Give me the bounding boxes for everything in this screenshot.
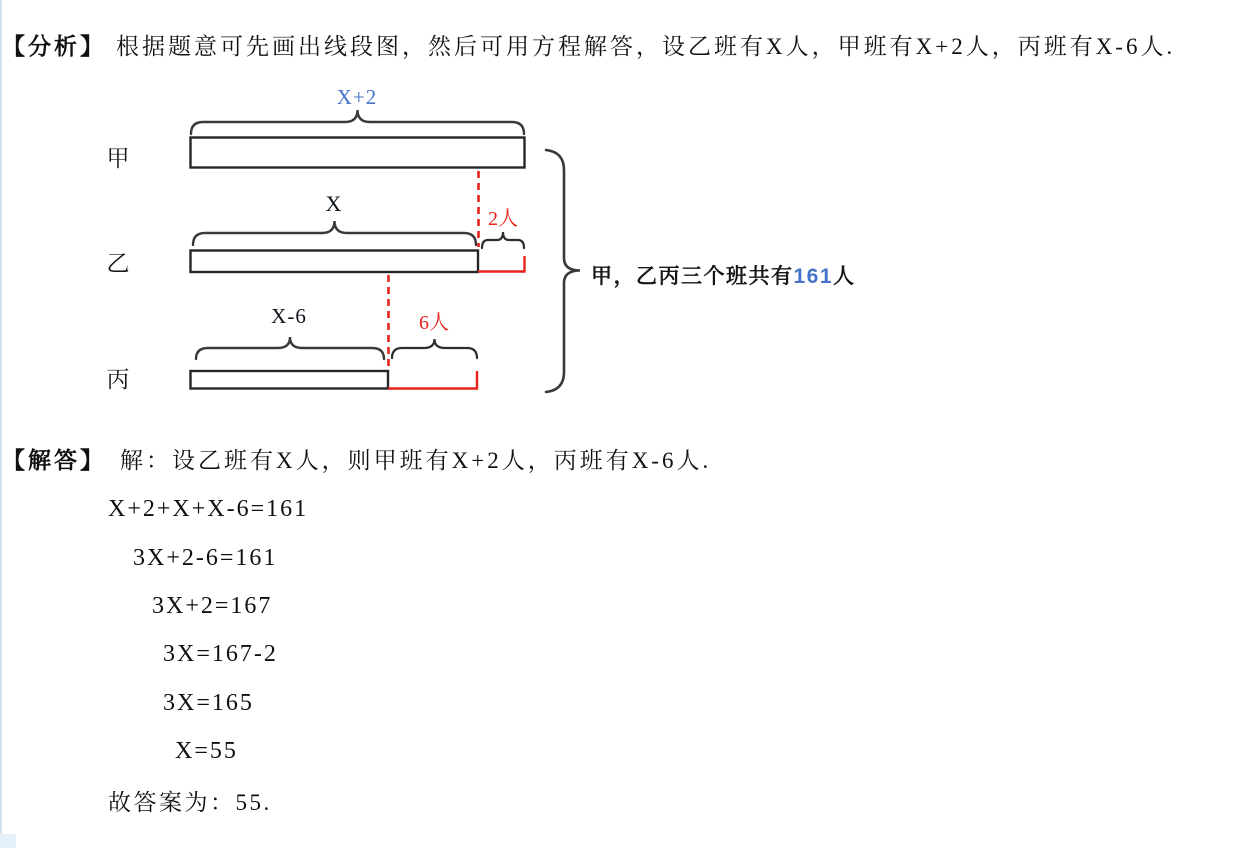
total-brace	[546, 150, 580, 392]
bing-brace-label: X-6	[271, 304, 307, 328]
total-note-number: 161	[793, 265, 834, 288]
equation-step: X=55	[175, 738, 238, 764]
analysis-line	[2, 28, 1175, 61]
extra2-label: 2人	[488, 208, 518, 230]
bing-bar	[191, 371, 389, 389]
total-note-prefix: 甲，乙丙三个班共有	[591, 265, 794, 288]
solution-header: 【解答】	[2, 448, 106, 473]
yi-brace-label: X	[325, 191, 343, 216]
jia-bar	[191, 138, 525, 168]
extra2-brace	[482, 232, 524, 248]
row-label-bing: 丙	[106, 366, 130, 392]
analysis-text: 根据题意可先画出线段图，然后可用方程解答，设乙班有X人，甲班有X+2人，丙班有X-6人.	[116, 34, 1176, 59]
equation-step: 3X=167-2	[163, 641, 278, 667]
yi-bar	[191, 251, 479, 273]
segment-diagram	[0, 80, 940, 410]
bing-brace	[196, 337, 384, 359]
solution-intro: 解：设乙班有X人，则甲班有X+2人，丙班有X-6人.	[120, 448, 712, 473]
row-label-yi: 乙	[106, 250, 130, 276]
yi-bar-red-extension	[478, 256, 525, 272]
bottom-left-cell-corner	[0, 834, 16, 848]
solution-conclusion: 故答案为：55.	[108, 790, 272, 815]
jia-brace	[191, 110, 524, 134]
bing-bar-red-extension	[388, 371, 477, 389]
jia-brace-label: X+2	[336, 85, 378, 109]
extra6-brace	[392, 339, 477, 358]
extra6-label: 6人	[419, 312, 449, 334]
equation-step: X+2+X+X-6=161	[108, 496, 309, 522]
equation-step: 3X+2=167	[152, 593, 273, 619]
equation-step: 3X+2-6=161	[133, 545, 278, 571]
analysis-header: 【分析】	[2, 34, 106, 59]
solution-line	[2, 442, 711, 475]
equation-step: 3X=165	[163, 690, 254, 716]
yi-brace	[193, 221, 476, 245]
total-note-suffix: 人	[833, 265, 856, 288]
total-note	[591, 260, 856, 290]
row-label-jia: 甲	[106, 145, 130, 171]
